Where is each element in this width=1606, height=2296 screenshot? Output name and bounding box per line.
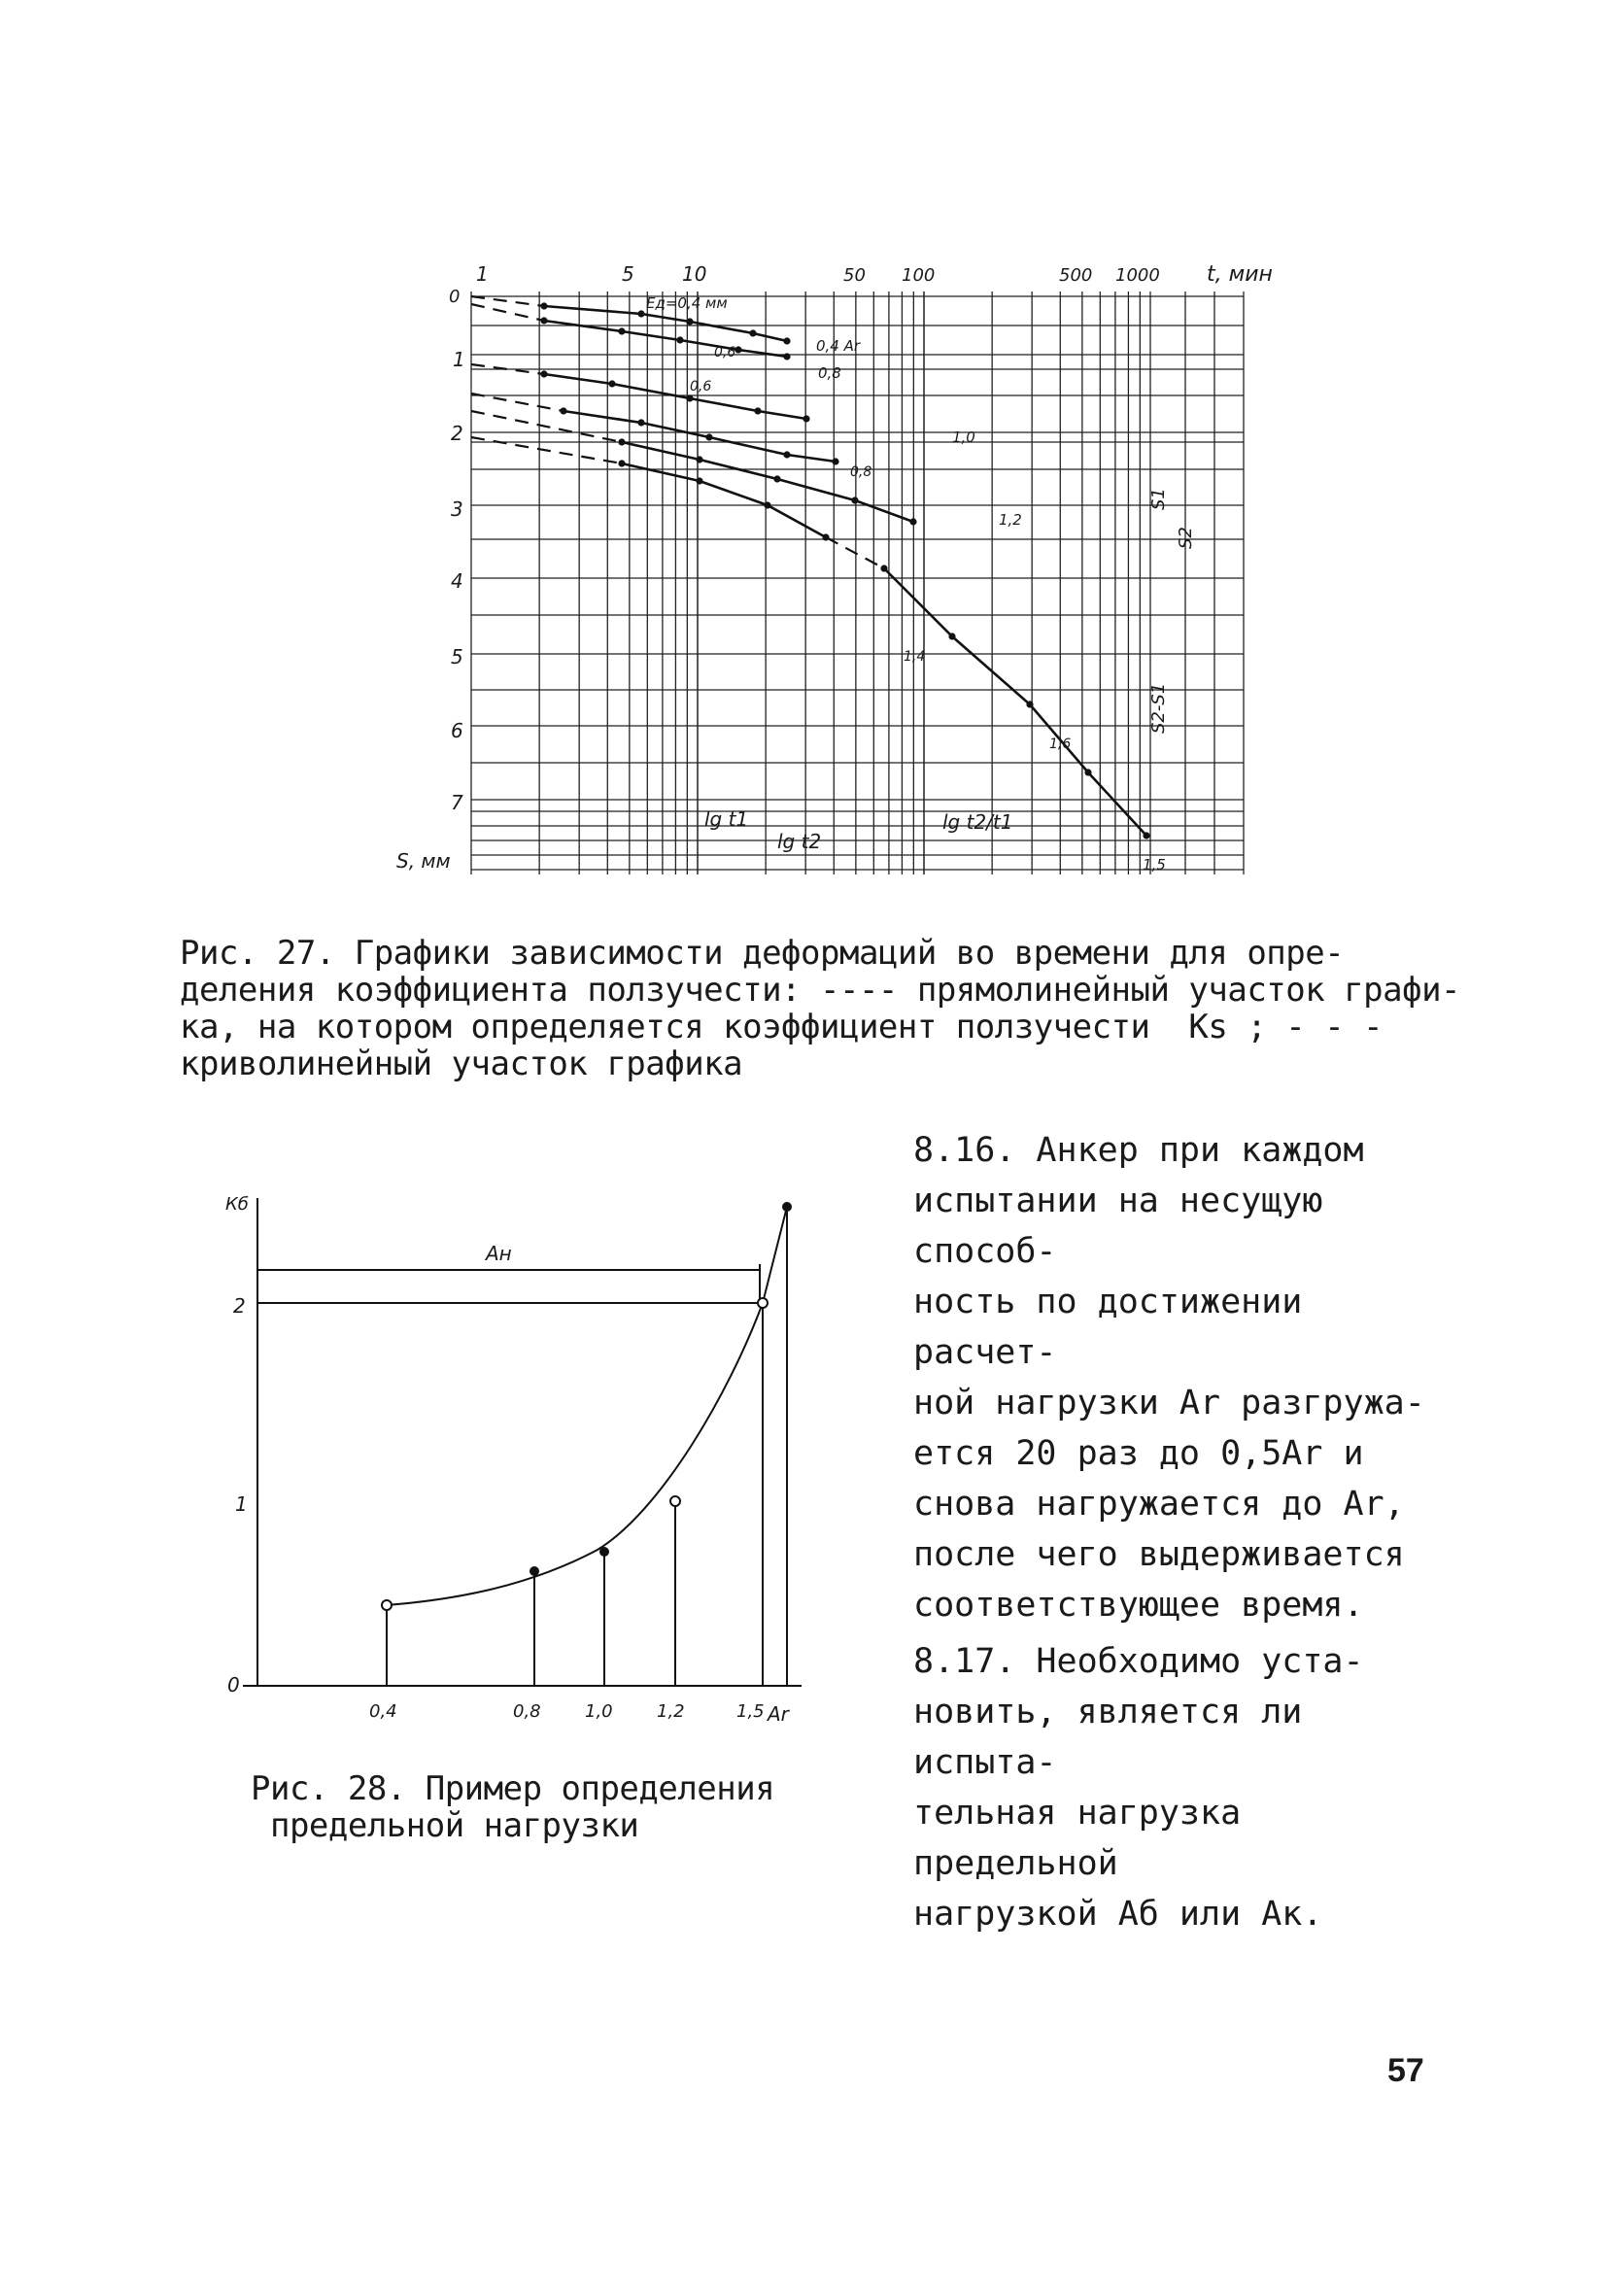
- series-label-06a: 0,6: [714, 345, 736, 360]
- y-axis-label: Кб: [225, 1194, 249, 1215]
- def-tick-7: 7: [451, 791, 463, 814]
- def-tick-3: 3: [451, 497, 463, 521]
- creep-point-0: [783, 337, 790, 344]
- creep-point-6: [1143, 832, 1149, 839]
- creep-curve-solid-3: [564, 411, 836, 462]
- x-tick-12: 1,2: [657, 1701, 685, 1722]
- creep-point-0: [749, 329, 756, 336]
- figure-28-caption: Рис. 28. Пример определения предельной нагрузки: [251, 1769, 775, 1845]
- point-top: [782, 1202, 792, 1212]
- x-tick-04: 0,4: [369, 1701, 397, 1722]
- creep-point-4: [773, 475, 780, 482]
- creep-point-6: [1026, 701, 1033, 707]
- def-tick-6: 6: [451, 719, 463, 742]
- creep-point-6: [880, 565, 887, 571]
- creep-point-0: [540, 302, 547, 309]
- time-tick-1: 1: [476, 262, 489, 286]
- creep-point-3: [783, 451, 790, 458]
- figure-27-creep-chart: [369, 248, 1302, 889]
- creep-point-3: [560, 407, 566, 414]
- creep-point-1: [540, 317, 547, 324]
- creep-point-2: [754, 407, 761, 414]
- creep-point-1: [735, 346, 741, 353]
- creep-point-0: [686, 318, 693, 325]
- creep-curve-dashed-0: [471, 296, 544, 306]
- creep-point-3: [637, 419, 644, 426]
- point-08: [530, 1566, 539, 1576]
- creep-point-5: [696, 477, 702, 484]
- creep-point-1: [676, 336, 683, 343]
- label-lg-t1: lg t1: [704, 807, 749, 831]
- point-10: [599, 1547, 609, 1557]
- page-number: 57: [1387, 2052, 1424, 2089]
- creep-point-5: [764, 501, 770, 508]
- creep-point-5: [618, 460, 625, 466]
- point-12: [670, 1496, 680, 1506]
- creep-point-2: [608, 380, 615, 387]
- label-s1: S1: [1148, 488, 1169, 510]
- creep-point-6: [1084, 769, 1091, 775]
- creep-curve-dashed-3: [471, 394, 564, 411]
- series-label-10: 1,0: [952, 428, 975, 446]
- time-tick-500: 500: [1059, 265, 1093, 286]
- y-tick-0: 0: [227, 1673, 240, 1696]
- point-04: [382, 1600, 392, 1610]
- creep-curve-solid-4: [622, 442, 913, 522]
- series-label-08a: 0,8: [818, 364, 841, 382]
- series-label-12: 1,2: [999, 511, 1022, 529]
- figure-27-caption: Рис. 27. Графики зависимости деформаций во времени для опре- деления коэффициента ползучести: ---- прямолинейный участок графи- ка, на котором определяется коэффициент ползучести Ks ; - - - криволинейный участок графика: [180, 934, 1461, 1083]
- x-tick-15: 1,5: [736, 1701, 765, 1722]
- creep-point-2: [540, 370, 547, 377]
- label-lg-t2: lg t2: [777, 830, 822, 853]
- def-tick-2: 2: [451, 422, 463, 445]
- time-tick-1000: 1000: [1115, 265, 1160, 286]
- creep-point-4: [909, 518, 916, 525]
- creep-point-3: [832, 458, 838, 464]
- def-tick-0: 0: [449, 287, 461, 307]
- creep-point-1: [618, 327, 625, 334]
- label-s2: S2: [1176, 527, 1196, 549]
- x-axis-label: Ar: [768, 1702, 789, 1726]
- creep-curve-dashed-5: [471, 437, 622, 463]
- paragraph-8-17: 8.17. Необходимо уста- новить, является ли испыта- тельная нагрузка предельной нагрузкой Аб или Ак.: [913, 1642, 1364, 1934]
- creep-point-0: [637, 310, 644, 317]
- creep-point-5: [822, 533, 829, 540]
- creep-point-2: [686, 394, 693, 401]
- x-tick-08: 0,8: [513, 1701, 541, 1722]
- y-tick-1: 1: [235, 1492, 248, 1516]
- series-label-04ar: 0,4 Ar: [816, 337, 861, 355]
- series-label-ed: Ед=0,4 мм: [646, 294, 728, 312]
- series-label-16: 1,6: [1049, 737, 1072, 752]
- series-label-14: 1,4: [904, 649, 926, 665]
- label-s2-s1: S2-S1: [1148, 682, 1169, 734]
- creep-point-2: [803, 415, 809, 422]
- load-curve: [387, 1207, 787, 1605]
- time-tick-50: 50: [843, 265, 866, 286]
- series-label-08b: 0,8: [850, 464, 872, 480]
- creep-point-6: [948, 633, 955, 639]
- paragraph-8-16: 8.16. Анкер при каждом испытании на несущую способ- ность по достижении расчет- ной нагрузки Ar разгружа- ется 20 раз до 0,5Ar и снова нагружается до Ar, после чего выдерживается соответствующее время.: [913, 1131, 1425, 1625]
- creep-point-4: [696, 456, 702, 463]
- y-tick-2: 2: [233, 1294, 246, 1318]
- figure-27-svg: [369, 248, 1302, 889]
- body-text-column: [913, 1125, 1457, 1939]
- creep-point-4: [618, 438, 625, 445]
- def-tick-5: 5: [451, 645, 463, 668]
- time-tick-10: 10: [682, 262, 707, 286]
- creep-point-3: [705, 433, 712, 440]
- label-lg-t2-t1: lg t2/t1: [942, 810, 1013, 834]
- bracket-label: Ан: [486, 1242, 512, 1265]
- deformation-axis-label: S, мм: [396, 849, 451, 873]
- series-label-15: 1,5: [1143, 856, 1166, 874]
- def-tick-4: 4: [451, 569, 463, 593]
- def-tick-1: 1: [453, 348, 465, 371]
- figure-28-load-chart: [204, 1181, 826, 1734]
- creep-curve-dashed-6: [826, 537, 884, 568]
- time-tick-100: 100: [902, 265, 936, 286]
- time-tick-5: 5: [622, 262, 634, 286]
- series-label-06b: 0,6: [690, 379, 712, 394]
- figure-28-svg: [204, 1181, 826, 1734]
- creep-point-1: [783, 353, 790, 360]
- point-15: [758, 1298, 768, 1308]
- x-tick-10: 1,0: [585, 1701, 613, 1722]
- creep-curve-solid-5: [622, 463, 826, 537]
- creep-curve-dashed-1: [471, 304, 544, 321]
- creep-point-4: [851, 497, 858, 503]
- time-axis-label: t, мин: [1207, 262, 1273, 287]
